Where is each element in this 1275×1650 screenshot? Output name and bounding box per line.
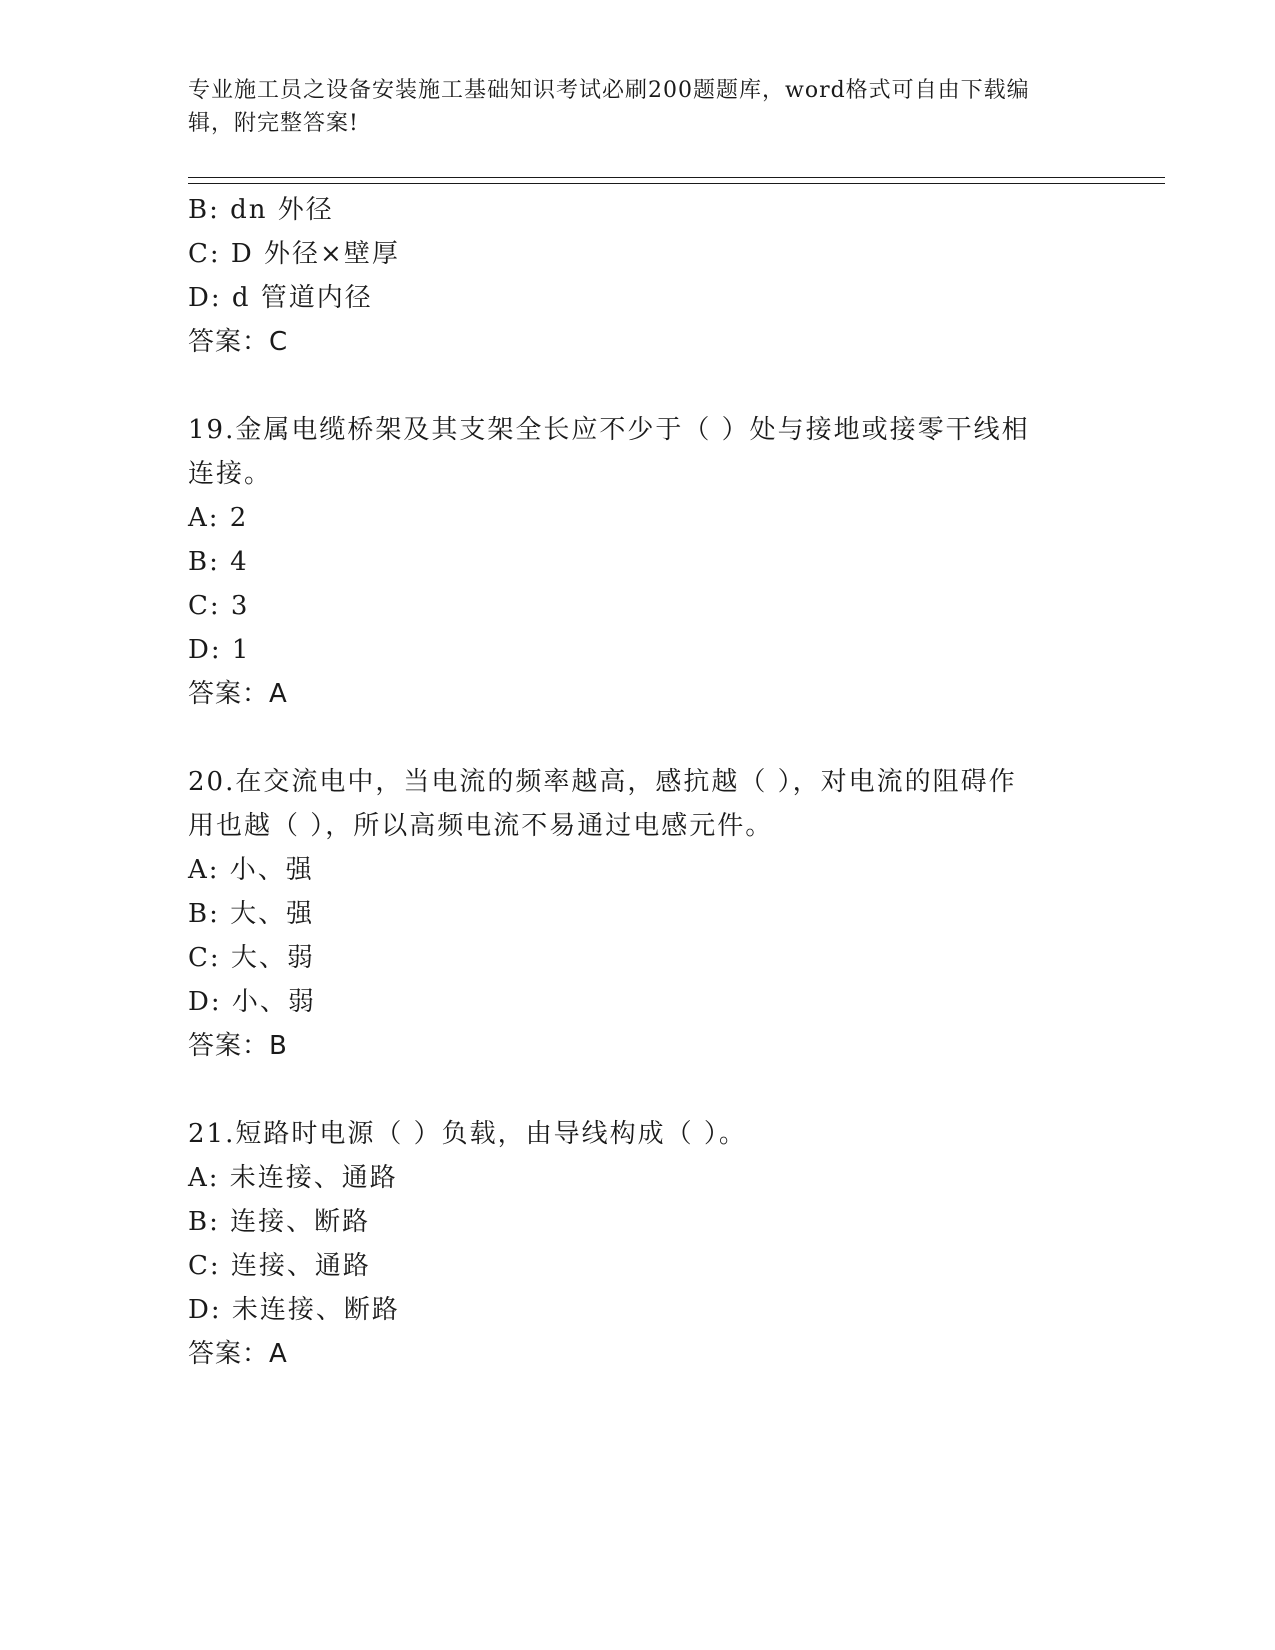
question-stem: 20.在交流电中，当电流的频率越高，感抗越（ ），对电流的阻碍作 — [188, 767, 1017, 797]
option-line: B: 4 — [188, 547, 249, 577]
question-stem: 用也越（ ），所以高频电流不易通过电感元件。 — [188, 811, 774, 841]
option-line: A: 小、强 — [188, 855, 314, 885]
answer-line: 答案：C — [188, 327, 289, 357]
option-line: A: 2 — [188, 503, 249, 533]
document-header — [188, 74, 1068, 140]
option-line: C: 大、弱 — [188, 943, 315, 973]
option-line: C: 连接、通路 — [188, 1251, 371, 1281]
option-line: C: 3 — [188, 591, 250, 621]
answer-line: 答案：B — [188, 1031, 288, 1061]
option-line: B: 连接、断路 — [188, 1207, 371, 1237]
header-divider-top — [188, 177, 1165, 178]
answer-line: 答案：A — [188, 1339, 288, 1369]
option-line: D: 1 — [188, 635, 251, 665]
option-line: B: 大、强 — [188, 899, 315, 929]
header-divider-bottom — [188, 183, 1165, 184]
question-stem: 连接。 — [188, 459, 273, 489]
option-line: A: 未连接、通路 — [188, 1163, 398, 1193]
answer-line: 答案：A — [188, 679, 288, 709]
question-stem: 21.短路时电源（ ）负载，由导线构成（ ）。 — [188, 1119, 747, 1149]
option-line: D: d 管道内径 — [188, 283, 373, 313]
option-line: D: 小、弱 — [188, 987, 316, 1017]
document-title: 专业施工员之设备安装施工基础知识考试必刷200题题库，word格式可自由下载编辑，附完整答案! — [188, 78, 1030, 136]
option-line: D: 未连接、断路 — [188, 1295, 400, 1325]
question-stem: 19.金属电缆桥架及其支架全长应不少于（ ）处与接地或接零干线相 — [188, 415, 1030, 445]
option-line: B: dn 外径 — [188, 195, 334, 225]
option-line: C: D 外径×壁厚 — [188, 239, 400, 269]
